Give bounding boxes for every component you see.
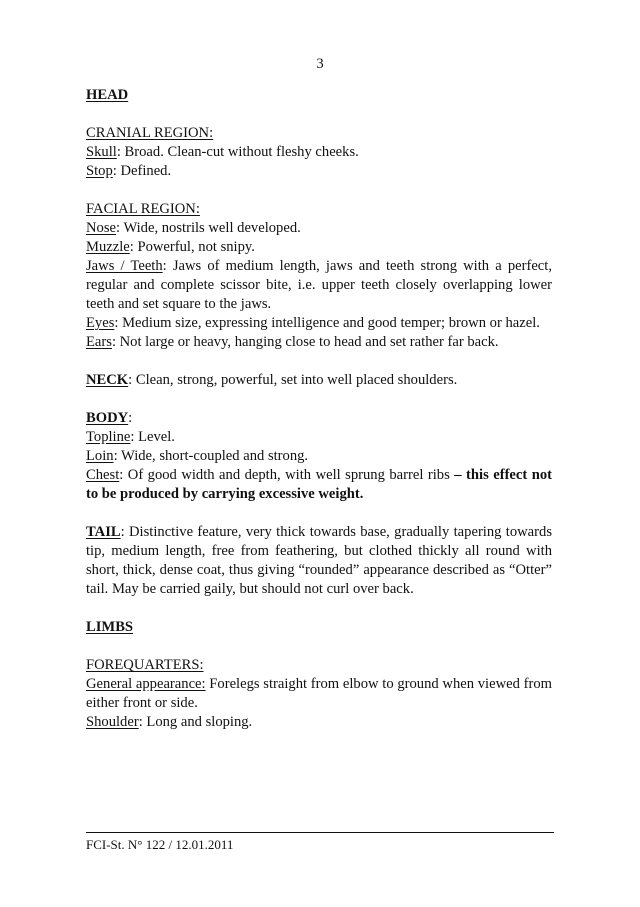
tail-text: : Distinctive feature, very thick towards base, gradually tapering towards tip, medium length, free from feathering, but clothed thickly all round with short, thick, dense coat, thus giving “rounded” appearance described as “Otter” tail. May be carried gaily, but should not curl over back. [86, 524, 552, 597]
stop-entry [86, 162, 552, 181]
general-appearance-term: General appearance: [86, 676, 206, 692]
subsection-cranial-region [86, 124, 552, 143]
tail-term: TAIL [86, 524, 121, 540]
muzzle-term: Muzzle [86, 239, 130, 255]
shoulder-text: : Long and sloping. [138, 714, 253, 730]
tail-entry [86, 523, 552, 599]
head-title: HEAD [86, 87, 129, 103]
body-title: BODY [86, 410, 129, 426]
subsection-facial-region [86, 200, 552, 219]
footer-reference: FCI-St. N° 122 / 12.01.2011 [86, 837, 234, 852]
body-colon: : [128, 410, 133, 426]
nose-entry [86, 219, 552, 238]
skull-term: Skull [86, 144, 117, 160]
topline-term: Topline [86, 429, 131, 445]
stop-text: : Defined. [112, 163, 172, 179]
skull-text: : Broad. Clean-cut without fleshy cheeks. [116, 144, 359, 160]
nose-term: Nose [86, 220, 116, 236]
skull-entry [86, 143, 552, 162]
nose-text: : Wide, nostrils well developed. [116, 220, 301, 236]
eyes-text: : Medium size, expressing intelligence and good temper; brown or hazel. [114, 315, 540, 331]
section-heading-body [86, 409, 552, 428]
chest-text: : Of good width and depth, with well sprung barrel ribs [119, 467, 455, 483]
eyes-term: Eyes [86, 315, 115, 331]
neck-term: NECK [86, 372, 129, 388]
facial-region-label: FACIAL REGION: [86, 201, 200, 217]
loin-term: Loin [86, 448, 114, 464]
shoulder-term: Shoulder [86, 714, 139, 730]
section-heading-limbs [86, 618, 552, 637]
ears-entry [86, 333, 552, 352]
general-appearance-text: Forelegs straight from elbow to ground when viewed from either front or side. [86, 676, 552, 711]
ears-text: : Not large or heavy, hanging close to head and set rather far back. [111, 334, 499, 350]
chest-entry [86, 466, 552, 504]
stop-term: Stop [86, 163, 113, 179]
cranial-region-label: CRANIAL REGION: [86, 125, 214, 141]
page-number: 3 [316, 56, 324, 72]
document-body [86, 86, 552, 732]
forequarters-label: FOREQUARTERS: [86, 657, 204, 673]
shoulder-entry [86, 713, 552, 732]
jaws-teeth-term: Jaws / Teeth [86, 258, 163, 274]
limbs-title: LIMBS [86, 619, 134, 635]
loin-entry [86, 447, 552, 466]
topline-text: : Level. [130, 429, 175, 445]
muzzle-text: : Powerful, not snipy. [129, 239, 255, 255]
neck-entry [86, 371, 552, 390]
neck-text: : Clean, strong, powerful, set into well placed shoulders. [128, 372, 458, 388]
eyes-entry [86, 314, 552, 333]
footer-divider [86, 832, 554, 833]
chest-term: Chest [86, 467, 120, 483]
subsection-forequarters [86, 656, 552, 675]
ears-term: Ears [86, 334, 112, 350]
general-appearance-entry [86, 675, 552, 713]
chest-bold-text: – this effect not to be produced by carrying excessive weight. [86, 467, 552, 502]
jaws-teeth-text: : Jaws of medium length, jaws and teeth strong with a perfect, regular and complete scissor bite, i.e. upper teeth closely overlapping lower teeth and set square to the jaws. [86, 258, 552, 312]
section-heading-head [86, 86, 552, 105]
loin-text: : Wide, short-coupled and strong. [113, 448, 309, 464]
topline-entry [86, 428, 552, 447]
muzzle-entry [86, 238, 552, 257]
jaws-teeth-entry [86, 257, 552, 314]
